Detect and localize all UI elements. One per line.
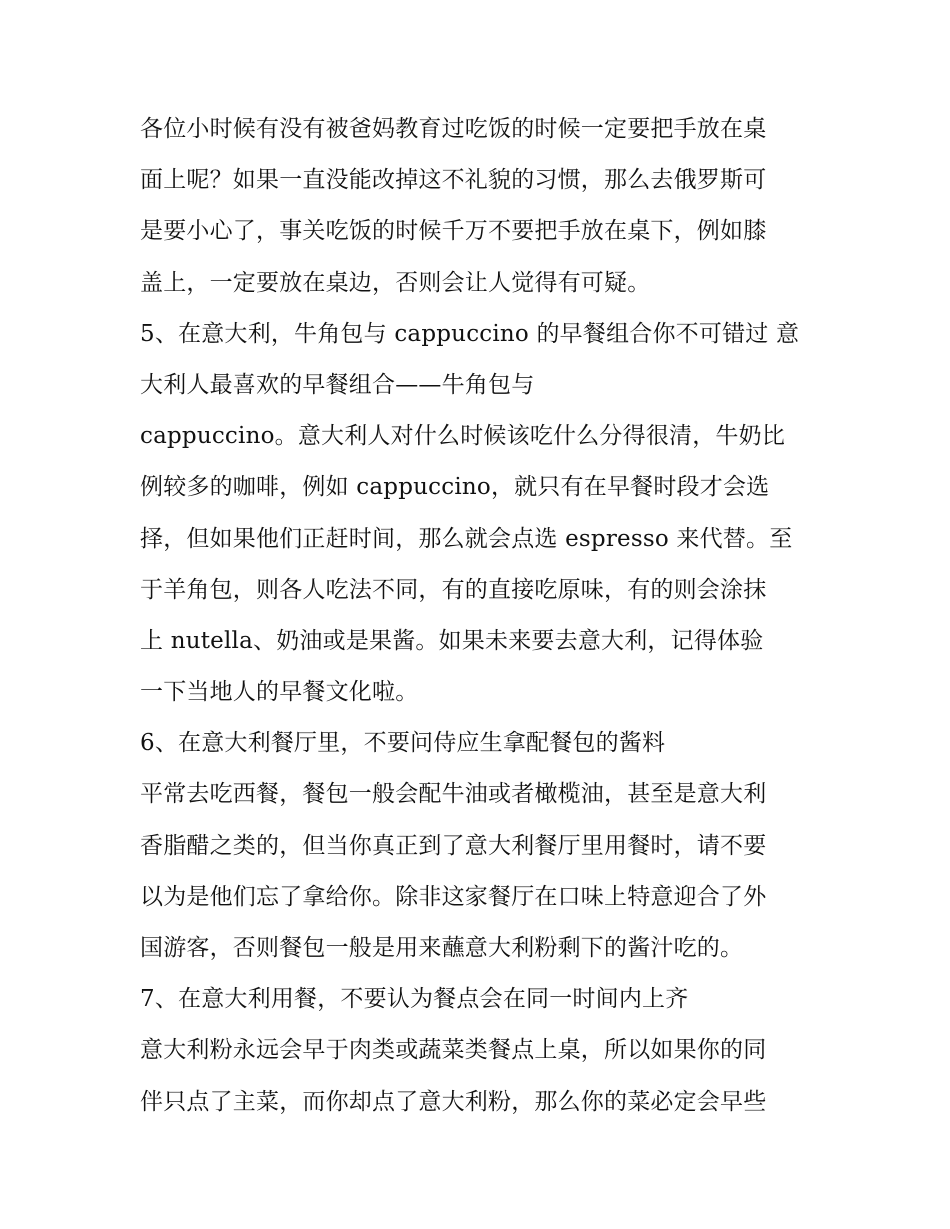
section-heading-7: 7、在意大利用餐，不要认为餐点会在同一时间内上齐 (140, 986, 689, 1013)
text-line: 平常去吃西餐，餐包一般会配牛油或者橄榄油，甚至是意大利 (140, 781, 767, 808)
text-line: 伴只点了主菜，而你却点了意大利粉，那么你的菜必定会早些 (140, 1088, 767, 1115)
text-line: 一下当地人的早餐文化啦。 (140, 679, 419, 706)
text-line: 大利人最喜欢的早餐组合——牛角包与 (140, 371, 535, 398)
text-line: 上 nutella、奶油或是果酱。如果未来要去意大利，记得体验 (140, 627, 764, 654)
text-line: 国游客，否则餐包一般是用来蘸意大利粉剩下的酱汁吃的。 (140, 935, 744, 961)
text-line: cappuccino。意大利人对什么时候该吃什么分得很清，牛奶比 (140, 423, 786, 450)
text-line: 以为是他们忘了拿给你。除非这家餐厅在口味上特意迎合了外 (140, 883, 767, 910)
text-line: 择，但如果他们正赶时间，那么就会点选 espresso 来代替。至 (140, 525, 793, 552)
text-line: 盖上，一定要放在桌边，否则会让人觉得有可疑。 (140, 269, 651, 296)
text-line: 例较多的咖啡，例如 cappuccino，就只有在早餐时段才会选 (140, 474, 770, 501)
document-body (140, 104, 820, 1128)
text-line: 意大利粉永远会早于肉类或蔬菜类餐点上桌，所以如果你的同 (140, 1037, 767, 1064)
text-line: 是要小心了，事关吃饭的时候千万不要把手放在桌下，例如膝 (140, 218, 767, 245)
section-heading-6: 6、在意大利餐厅里，不要问侍应生拿配餐包的酱料 (140, 730, 666, 757)
text-line: 各位小时候有没有被爸妈教育过吃饭的时候一定要把手放在桌 (140, 116, 767, 142)
text-line: 面上呢？如果一直没能改掉这不礼貌的习惯，那么去俄罗斯可 (140, 167, 767, 194)
text-line: 香脂醋之类的，但当你真正到了意大利餐厅里用餐时，请不要 (140, 832, 767, 859)
text-line: 于羊角包，则各人吃法不同，有的直接吃原味，有的则会涂抹 (140, 576, 767, 603)
section-heading-5: 5、在意大利，牛角包与 cappuccino 的早餐组合你不可错过 意 (140, 320, 800, 347)
